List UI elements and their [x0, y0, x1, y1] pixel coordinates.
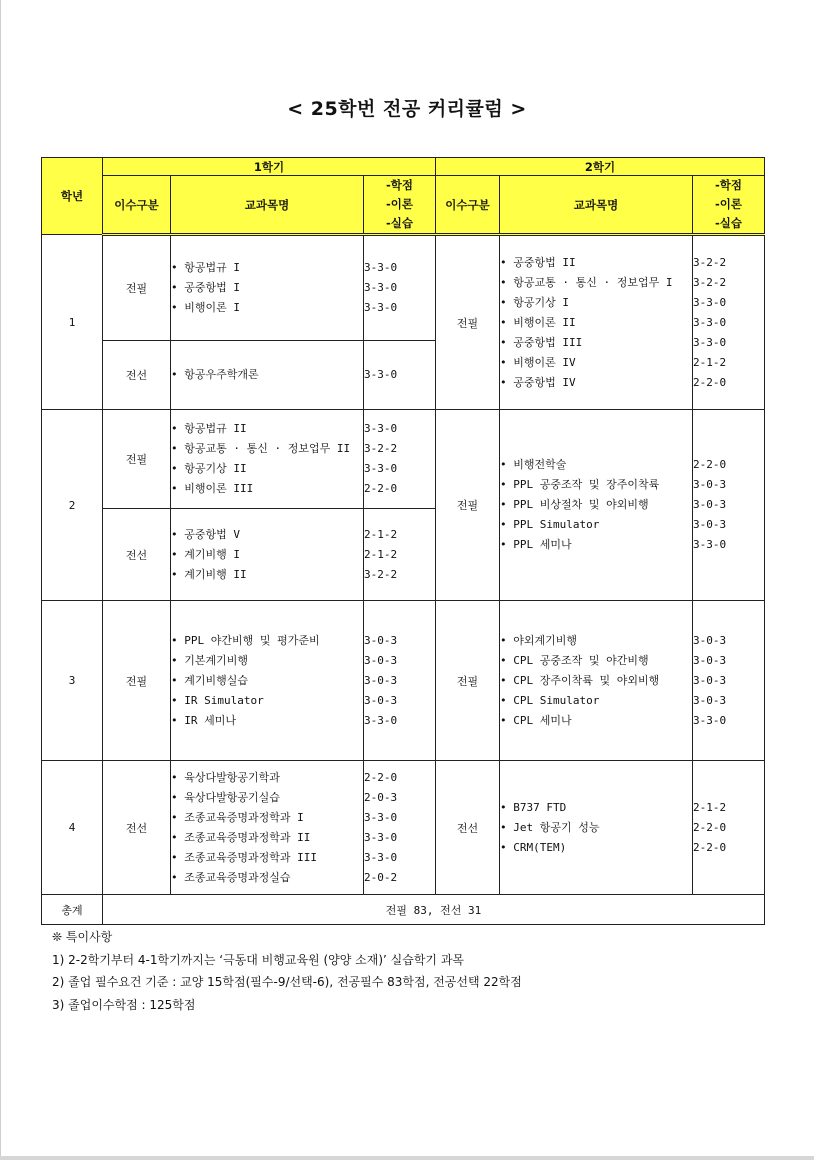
credit-item: 3-3-0: [693, 538, 727, 551]
course-item: • CPL Simulator: [500, 693, 600, 707]
year-cell: 2: [42, 410, 103, 601]
course-item: • 비행이론 III: [171, 482, 254, 495]
course-list: [171, 509, 364, 601]
credit-list: [364, 509, 436, 601]
credit-item: 2-1-2: [693, 355, 727, 369]
course-item: • CPL 장주이착륙 및 야외비행: [500, 673, 660, 687]
course-item: • 항공교통 · 통신 · 정보업무 II: [171, 442, 351, 455]
credit-item: 3-3-0: [364, 368, 398, 381]
course-item: • 비행이론 I: [171, 301, 240, 314]
total-label: 총계: [42, 895, 103, 925]
credit-item: 2-2-0: [693, 840, 727, 854]
course-item: • IR Simulator: [171, 693, 264, 707]
table-row: [42, 601, 765, 761]
credit-list: [693, 601, 765, 761]
credit-item: 3-0-3: [364, 693, 398, 707]
course-item: • PPL 야간비행 및 평가준비: [171, 633, 320, 647]
category-cell: 전필: [436, 235, 500, 410]
credit-item: 3-3-0: [364, 301, 398, 314]
course-item: • 육상다발항공기학과: [171, 770, 280, 784]
credit-list: [364, 761, 436, 895]
course-item: • PPL Simulator: [500, 518, 600, 531]
credit-item: 3-3-0: [693, 295, 727, 309]
note-item: 1) 2-2학기부터 4-1학기까지는 ‘극동대 비행교육원 (양양 소재)’ 실습학기 과목: [52, 952, 465, 967]
course-item: • PPL 공중조작 및 장주이착륙: [500, 478, 660, 491]
header-course-sem2: 교과목명: [500, 176, 693, 235]
course-list: [171, 341, 364, 410]
credit-item: 2-1-2: [364, 527, 398, 541]
notes-section: [52, 926, 522, 1016]
course-item: • 항공교통 · 통신 · 정보업무 I: [500, 275, 673, 289]
header-credit-line: -실습: [386, 216, 413, 230]
course-item: • 조종교육증명과정학과 II: [171, 830, 311, 844]
course-item: • 공중항법 IV: [500, 375, 576, 389]
course-list: [171, 761, 364, 895]
page-edge-left: [0, 0, 1, 1160]
credit-item: 3-0-3: [364, 653, 398, 667]
notes-heading: ❊ 특이사항: [52, 930, 113, 944]
course-item: • 항공법규 I: [171, 261, 240, 274]
year-cell: 1: [42, 235, 103, 410]
credit-list: [364, 235, 436, 341]
course-item: • 비행이론 II: [500, 315, 576, 329]
credit-list: [364, 601, 436, 761]
course-item: • CPL 세미나: [500, 713, 572, 727]
course-item: • 육상다발항공기실습: [171, 790, 280, 804]
credit-item: 3-0-3: [364, 673, 398, 687]
course-item: • 공중항법 V: [171, 527, 240, 541]
credit-item: 3-0-3: [693, 498, 727, 511]
page-edge-bottom: [0, 1156, 814, 1160]
course-item: • 공중항법 III: [500, 335, 583, 349]
course-list: [171, 235, 364, 341]
credit-item: 3-3-0: [364, 830, 398, 844]
credit-list: [693, 235, 765, 410]
credit-item: 3-3-0: [364, 422, 398, 435]
year-cell: 4: [42, 761, 103, 895]
credit-list: [364, 341, 436, 410]
course-item: • 항공우주학개론: [171, 368, 259, 381]
note-item: 2) 졸업 필수요건 기준 : 교양 15학점(필수-9/선택-6), 전공필수 83학점, 전공선택 22학점: [52, 975, 522, 989]
credit-item: 2-2-0: [693, 820, 727, 834]
credit-item: 2-2-0: [693, 458, 727, 471]
header-credit-line: -이론: [386, 197, 413, 211]
category-cell: 전선: [103, 509, 171, 601]
course-item: • 계기비행 II: [171, 567, 247, 581]
course-list: [500, 601, 693, 761]
table-row: [42, 761, 765, 895]
credit-item: 2-2-0: [693, 375, 727, 389]
header-credit-line: -학점: [386, 178, 413, 192]
credit-item: 3-0-3: [693, 693, 727, 707]
credit-item: 3-0-3: [693, 478, 727, 491]
header-category-sem2: 이수구분: [436, 176, 500, 235]
category-cell: 전필: [436, 410, 500, 601]
header-credit-line: -이론: [715, 197, 743, 211]
course-item: • 조종교육증명과정학과 I: [171, 810, 304, 824]
credit-item: 3-3-0: [364, 810, 398, 824]
course-item: • IR 세미나: [171, 713, 236, 727]
category-cell: 전필: [103, 601, 171, 761]
category-cell: 전선: [436, 761, 500, 895]
course-list: [500, 761, 693, 895]
course-item: • 기본계기비행: [171, 653, 249, 667]
header-year: 학년: [42, 158, 103, 235]
course-list: [500, 235, 693, 410]
credit-item: 2-1-2: [693, 800, 727, 814]
total-value: 전필 83, 전선 31: [103, 895, 765, 925]
category-cell: 전필: [103, 410, 171, 509]
course-item: • PPL 세미나: [500, 538, 572, 551]
credit-list: [693, 761, 765, 895]
credit-item: 2-0-2: [364, 870, 398, 884]
course-item: • 공중항법 II: [500, 255, 576, 269]
credit-item: 3-3-0: [693, 315, 727, 329]
course-item: • 비행이론 IV: [500, 355, 576, 369]
credit-item: 3-0-3: [364, 633, 398, 647]
credit-item: 3-2-2: [693, 275, 727, 289]
credit-list: [693, 410, 765, 601]
course-item: • B737 FTD: [500, 800, 567, 814]
course-item: • 항공기상 II: [171, 462, 247, 475]
total-row: [42, 895, 765, 925]
credit-item: 3-0-3: [693, 673, 727, 687]
credit-item: 3-3-0: [693, 713, 727, 727]
credit-item: 2-0-3: [364, 790, 398, 804]
credit-item: 3-3-0: [364, 261, 398, 274]
header-credits-sem1: [364, 176, 436, 235]
course-item: • CRM(TEM): [500, 840, 567, 854]
credit-item: 3-3-0: [364, 462, 398, 475]
course-item: • 항공법규 II: [171, 422, 247, 435]
course-list: [171, 410, 364, 509]
course-item: • 항공기상 I: [500, 295, 570, 309]
credit-item: 3-2-2: [364, 567, 398, 581]
credit-list: [364, 410, 436, 509]
credit-item: 3-2-2: [693, 255, 727, 269]
category-cell: 전필: [103, 235, 171, 341]
credit-item: 3-0-3: [693, 633, 727, 647]
course-item: • 계기비행 I: [171, 547, 240, 561]
course-item: • 야외계기비행: [500, 633, 578, 647]
course-item: • 조종교육증명과정학과 III: [171, 850, 317, 864]
header-category-sem1: 이수구분: [103, 176, 171, 235]
header-credits-sem2: [693, 176, 765, 235]
credit-item: 3-3-0: [364, 850, 398, 864]
table-row: [42, 410, 765, 509]
credit-item: 2-2-0: [364, 770, 398, 784]
course-list: [500, 410, 693, 601]
credit-item: 2-1-2: [364, 547, 398, 561]
year-cell: 3: [42, 601, 103, 761]
course-item: • 조종교육증명과정실습: [171, 870, 291, 884]
course-item: • CPL 공중조작 및 야간비행: [500, 653, 649, 667]
credit-item: 3-0-3: [693, 518, 727, 531]
course-list: [171, 601, 364, 761]
note-item: 3) 졸업이수학점 : 125학점: [52, 997, 196, 1012]
header-credit-line: -실습: [715, 216, 743, 230]
credit-item: 3-3-0: [693, 335, 727, 349]
page-title: < 25학번 전공 커리큘럼 >: [287, 98, 527, 120]
course-item: • 공중항법 I: [171, 281, 240, 294]
credit-item: 2-2-0: [364, 482, 398, 495]
course-item: • 계기비행실습: [171, 673, 249, 687]
credit-item: 3-3-0: [364, 281, 398, 294]
credit-item: 3-2-2: [364, 442, 398, 455]
table-row: [42, 235, 765, 341]
header-semester2: 2학기: [436, 158, 765, 176]
credit-item: 3-0-3: [693, 653, 727, 667]
category-cell: 전선: [103, 761, 171, 895]
header-credit-line: -학점: [715, 178, 743, 192]
credit-item: 3-3-0: [364, 713, 398, 727]
header-semester1: 1학기: [103, 158, 436, 176]
course-item: • 비행전학술: [500, 458, 567, 471]
course-item: • PPL 비상절차 및 야외비행: [500, 498, 649, 511]
curriculum-table: [41, 157, 765, 925]
course-item: • Jet 항공기 성능: [500, 820, 600, 834]
category-cell: 전선: [103, 341, 171, 410]
header-course-sem1: 교과목명: [171, 176, 364, 235]
category-cell: 전필: [436, 601, 500, 761]
